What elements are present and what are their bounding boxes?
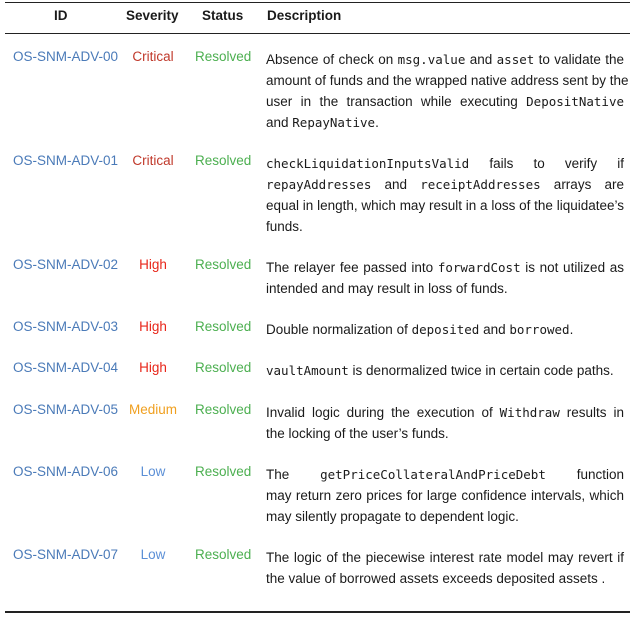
severity-badge: Low [140, 547, 166, 562]
description-text: fails to verify if [469, 156, 624, 171]
status-badge: Resolved [195, 547, 252, 562]
finding-description [266, 464, 624, 527]
description-text: and [266, 115, 293, 130]
description-text: the value of borrowed assets exceeds deposited assets . [266, 571, 606, 586]
code-token: getPriceCollateralAndPriceDebt [320, 467, 546, 482]
description-text: and [371, 177, 421, 192]
finding-description [266, 360, 624, 381]
description-line [266, 112, 624, 133]
description-line [266, 547, 624, 568]
description-line [266, 49, 624, 70]
description-text: and [479, 322, 510, 337]
description-line [266, 257, 624, 278]
code-token: deposited [411, 322, 480, 337]
severity-badge: High [139, 257, 167, 272]
table-bottom-rule [5, 611, 630, 613]
description-text: to validate the [534, 52, 624, 67]
status-badge: Resolved [195, 402, 252, 417]
description-line [266, 464, 624, 485]
description-text: intended and may result in loss of funds. [266, 281, 508, 296]
description-text: results in [559, 405, 624, 420]
finding-description [266, 257, 624, 299]
finding-id: OS-SNM-ADV-01 [13, 153, 119, 168]
description-text: The logic of the piecewise interest rate model may revert if [266, 550, 624, 565]
status-badge: Resolved [195, 360, 252, 375]
code-token: msg.value [397, 52, 466, 67]
description-text: is not utilized as [520, 260, 624, 275]
description-text: funds. [266, 219, 303, 234]
finding-id: OS-SNM-ADV-03 [13, 319, 119, 334]
finding-id: OS-SNM-ADV-07 [13, 547, 119, 562]
description-line [266, 319, 624, 340]
description-text: function [545, 467, 624, 482]
status-badge: Resolved [195, 49, 252, 64]
code-token: checkLiquidationInputsValid [266, 156, 470, 171]
header-severity: Severity [126, 8, 179, 23]
status-badge: Resolved [195, 257, 252, 272]
description-line [266, 174, 624, 195]
description-line [266, 153, 624, 174]
table-top-rule [5, 2, 630, 3]
severity-badge: Critical [132, 49, 174, 64]
table-header-rule [5, 33, 630, 34]
finding-id: OS-SNM-ADV-02 [13, 257, 119, 272]
status-badge: Resolved [195, 153, 252, 168]
severity-badge: Medium [128, 402, 177, 417]
severity-badge: Low [140, 464, 166, 479]
description-line [266, 485, 624, 506]
finding-id: OS-SNM-ADV-06 [13, 464, 119, 479]
finding-id: OS-SNM-ADV-05 [13, 402, 119, 417]
finding-description [266, 402, 624, 444]
description-line [266, 506, 624, 527]
status-badge: Resolved [195, 319, 252, 334]
severity-badge: High [139, 360, 167, 375]
severity-badge: Critical [132, 153, 174, 168]
description-line [266, 423, 624, 444]
finding-description [266, 153, 624, 237]
finding-id: OS-SNM-ADV-00 [13, 49, 119, 64]
finding-description [266, 319, 624, 340]
description-text: and [465, 52, 497, 67]
description-line [266, 216, 624, 237]
description-line [266, 70, 629, 91]
code-token: vaultAmount [266, 363, 349, 378]
code-token: forwardCost [437, 260, 521, 275]
description-line [266, 195, 624, 216]
description-line [266, 278, 624, 299]
description-text: The [266, 467, 321, 482]
code-token: DepositNative [526, 94, 624, 109]
code-token: asset [496, 52, 535, 67]
description-text: equal in length, which may result in a loss of the liquidatee’s [266, 198, 624, 213]
description-text: The relayer fee passed into [266, 260, 438, 275]
description-line [266, 568, 624, 589]
description-text: user in the transaction while executing [266, 94, 527, 109]
header-id: ID [54, 8, 68, 23]
description-text: the locking of the user’s funds. [266, 426, 449, 441]
finding-description [266, 49, 629, 133]
description-text: is denormalized twice in certain code paths. [348, 363, 614, 378]
description-text: Invalid logic during the execution of [266, 405, 500, 420]
code-token: borrowed [509, 322, 570, 337]
finding-id: OS-SNM-ADV-04 [13, 360, 119, 375]
description-line [266, 360, 624, 381]
description-text: Absence of check on [266, 52, 398, 67]
finding-description [266, 547, 624, 589]
code-token: RepayNative [292, 115, 376, 130]
description-text: amount of funds and the wrapped native address sent by the [266, 73, 629, 88]
description-text: arrays are [540, 177, 624, 192]
code-token: repayAddresses [266, 177, 372, 192]
description-text: . [375, 115, 379, 130]
code-token: Withdraw [499, 405, 560, 420]
header-status: Status [202, 8, 244, 23]
severity-badge: High [139, 319, 167, 334]
description-line [266, 402, 624, 423]
description-text: Double normalization of [266, 322, 412, 337]
header-description: Description [267, 8, 342, 23]
description-text: may return zero prices for large confidence intervals, which [266, 488, 624, 503]
status-badge: Resolved [195, 464, 252, 479]
code-token: receiptAddresses [420, 177, 541, 192]
description-line [266, 91, 624, 112]
description-text: may silently propagate to dependent logic. [266, 509, 519, 524]
description-text: . [569, 322, 574, 337]
